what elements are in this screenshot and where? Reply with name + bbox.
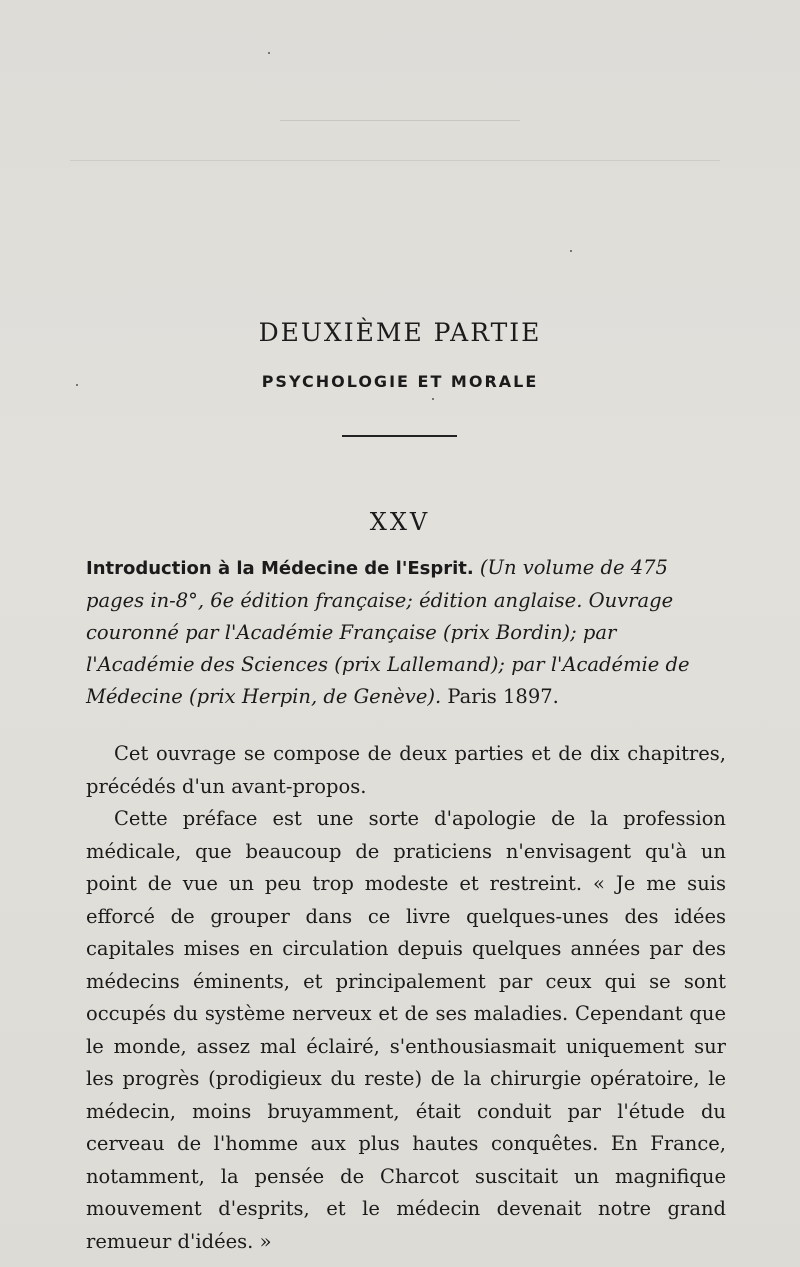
reference-description: (Un volume de 475 pages in-8°, 6e édition française; édition anglaise. Ouvrage couronné par l'Académie Française (prix Bordin); par l'Académie des Sciences (prix Lallemand); par l'Académie de Médecine (prix Herpin, de Genève). <box>86 556 690 708</box>
chapter-number: XXV <box>369 508 431 536</box>
paragraph: Cet ouvrage se compose de deux parties et de dix chapitres, précédés d'un avant-propos. <box>86 742 726 798</box>
section-divider <box>342 435 457 437</box>
part-subtitle: PSYCHOLOGIE ET MORALE <box>261 372 539 391</box>
page-speck <box>432 398 434 400</box>
paragraph: Cette préface est une sorte d'apologie de la profession médicale, que beaucoup de praticiens n'envisagent qu'à un point de vue un peu trop modeste et restreint. « Je me suis efforcé de grouper dans ce livre quelques-unes des idées capitales mises en circulation depuis quelques années par des médecins éminents, et principalement par ceux qui se sont occupés du système nerveux et de ses maladies. Cependant que le monde, assez mal éclairé, s'enthousiasmait uniquement sur les progrès (prodigieux du reste) de la chirurgie opératoire, le médecin, moins bruyamment, était conduit par l'étude du cerveau de l'homme aux plus hautes conquêtes. En France, notamment, la pensée de Charcot suscitait un magnifique mouvement d'esprits, et le médecin devenait notre grand remueur d'idées. » <box>86 807 726 1253</box>
page-speck <box>570 250 572 252</box>
reference-place-date: Paris 1897. <box>447 685 559 708</box>
part-title: DEUXIÈME PARTIE <box>258 318 542 347</box>
bleed-through-line <box>70 160 720 161</box>
page-speck <box>268 52 270 54</box>
bibliographic-reference <box>86 552 726 713</box>
reference-title: Introduction à la Médecine de l'Esprit. <box>86 558 474 579</box>
body-text <box>86 738 726 1258</box>
running-head-trace <box>280 120 520 131</box>
